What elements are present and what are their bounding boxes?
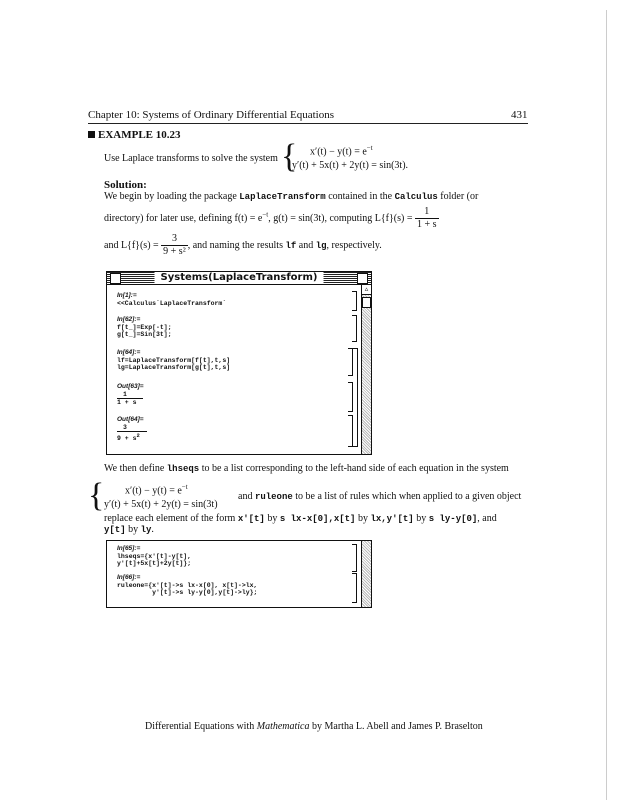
- system-brace-2: {: [88, 477, 105, 514]
- code-slx: s lx-x[0],x[t]: [279, 514, 356, 524]
- middle-line4-b: .: [151, 524, 154, 535]
- fraction-lf: [415, 206, 439, 231]
- middle-sys-eq1-exp: −t: [181, 483, 188, 491]
- scroll-thumb[interactable]: [362, 297, 371, 308]
- scroll-up-arrow-icon[interactable]: ▵: [362, 285, 371, 295]
- in62-line2: g[t_]=Sin[3t];: [117, 331, 172, 338]
- cell-bracket-in66[interactable]: [352, 573, 357, 603]
- in62-label: In[62]:=: [117, 316, 141, 323]
- middle-line3-c: by: [357, 513, 368, 524]
- middle-line4: [104, 524, 154, 536]
- footer-text-a: Differential Equations with: [145, 721, 255, 732]
- fraction-lf-num: 1: [415, 206, 439, 219]
- solution-line1: [104, 191, 478, 203]
- middle-line3-e: , and: [477, 513, 497, 524]
- in65-line1: lhseqs={x'[t]-y[t],: [117, 552, 192, 560]
- code-ruleone: ruleone: [254, 492, 293, 502]
- in65-line2: y'[t]+5x[t]+2y[t]};: [117, 560, 192, 567]
- solution-line1-a: We begin by loading the package: [104, 191, 237, 202]
- in62-line1: f[t_]=Exp[-t];: [117, 323, 172, 331]
- cell-in66[interactable]: [117, 574, 257, 597]
- solution-line3-a: and L{f}(s) =: [104, 239, 159, 251]
- solution-line1-c: folder (or: [440, 191, 479, 202]
- cell-bracket-out64[interactable]: [348, 415, 353, 447]
- code-yt: y[t]: [104, 525, 126, 535]
- code-lg: lg: [315, 240, 327, 251]
- middle-line2-b: to be a list of rules which when applied to a given object: [295, 491, 522, 502]
- fraction-lg-num: 3: [161, 233, 188, 246]
- fraction-lf-den: 1 + s: [416, 219, 437, 230]
- fraction-lg-den: 9 + s²: [163, 246, 186, 257]
- in64-label: In[64]:=: [117, 349, 141, 356]
- solution-line2-exp: −t: [262, 210, 269, 219]
- middle-line1: [104, 463, 509, 475]
- middle-sys-eq1: [125, 483, 188, 496]
- cell-bracket-group64[interactable]: [353, 348, 358, 447]
- notebook-window-rules: [106, 540, 372, 608]
- notebook-window-laplace: [106, 271, 372, 455]
- middle-sys-eq1-text: x′(t) − y(t) = e: [125, 485, 182, 497]
- code-ly: ly: [140, 525, 152, 535]
- solution-line3-b: , and naming the results: [187, 239, 283, 251]
- code-laplacetransform: LaplaceTransform: [239, 192, 326, 202]
- middle-line3-d: by: [416, 513, 427, 524]
- vertical-scrollbar[interactable]: [361, 285, 371, 454]
- page-number: 431: [511, 109, 528, 121]
- window-title-bar[interactable]: [107, 272, 371, 285]
- in66-line2: y'[t]->s ly-y[0],y[t]->ly};: [117, 589, 258, 596]
- middle-line2: [238, 491, 521, 503]
- window-title: Systems(LaplaceTransform): [155, 272, 324, 284]
- solution-line3: [104, 233, 382, 258]
- out63-label: Out[63]=: [117, 383, 144, 390]
- footer-credit: [145, 721, 483, 733]
- example-title-text: EXAMPLE 10.23: [98, 129, 181, 141]
- out64-num: 3: [123, 423, 127, 431]
- middle-line4-a: by: [128, 524, 139, 535]
- cell-in1[interactable]: [117, 292, 226, 307]
- bullet-square-icon: [88, 131, 95, 138]
- footer-text-italic: Mathematica: [256, 721, 310, 732]
- solution-line3-d: , respectively.: [326, 239, 382, 251]
- out64-den: 9 + s: [117, 435, 137, 443]
- solution-line3-c: and: [298, 239, 314, 251]
- solution-line2: [104, 206, 439, 231]
- middle-line2-a: and: [238, 491, 253, 502]
- problem-eq2-text: y′(t) + 5x(t) + 2y(t) = sin(3t): [292, 160, 406, 171]
- problem-eq1-exp: −t: [366, 144, 373, 152]
- in64-line2: lg=LaplaceTransform[g[t],t,s]: [117, 364, 231, 371]
- middle-line3-b: by: [267, 513, 278, 524]
- out64-exp: 2: [136, 432, 140, 439]
- vertical-scrollbar-2[interactable]: [361, 541, 371, 607]
- middle-line1-b: to be a list corresponding to the left-hand side of each equation in the system: [201, 463, 509, 474]
- cell-in65[interactable]: [117, 545, 191, 568]
- out64-label: Out[64]=: [117, 416, 144, 423]
- code-lf: lf: [285, 240, 297, 251]
- solution-heading: Solution:: [104, 179, 147, 191]
- problem-intro: Use Laplace transforms to solve the system: [104, 153, 278, 164]
- cell-bracket-in1[interactable]: [352, 291, 357, 311]
- example-title: [88, 129, 181, 141]
- close-box-icon[interactable]: [110, 273, 121, 284]
- code-xprime: x'[t]: [237, 514, 265, 524]
- in1-code: <<Calculus`LaplaceTransform`: [117, 299, 227, 307]
- in65-label: In[65]:=: [117, 545, 141, 552]
- header-rule: [88, 123, 528, 124]
- cell-bracket-in62[interactable]: [352, 315, 357, 342]
- code-calculus: Calculus: [394, 192, 438, 202]
- cell-bracket-out63[interactable]: [348, 382, 353, 412]
- page-edge-line: [606, 10, 607, 800]
- middle-line1-a: We then define: [104, 463, 165, 474]
- in64-line1: lf=LaplaceTransform[f[t],t,s]: [117, 356, 231, 364]
- footer-text-b: by Martha L. Abell and James P. Braselton: [312, 721, 483, 732]
- out63-den: 1 + s: [117, 399, 137, 406]
- cell-in62[interactable]: [117, 316, 172, 339]
- middle-sys-eq2: y′(t) + 5x(t) + 2y(t) = sin(3t): [104, 499, 218, 510]
- solution-line1-b: contained in the: [328, 191, 393, 202]
- running-header: Chapter 10: Systems of Ordinary Differential Equations: [88, 109, 335, 121]
- system-brace: {: [281, 138, 298, 175]
- problem-eq1-text: x′(t) − y(t) = e: [310, 146, 367, 158]
- in66-label: In[66]:=: [117, 574, 141, 581]
- cell-out63: [117, 383, 144, 407]
- problem-eq1: [310, 144, 373, 157]
- solution-line2-b: , g(t) = sin(3t), computing L{f}(s) =: [268, 212, 413, 224]
- fraction-lg: [161, 233, 188, 258]
- cell-in64[interactable]: [117, 349, 230, 372]
- cell-bracket-in65[interactable]: [352, 544, 357, 572]
- problem-eq-end: .: [405, 160, 409, 171]
- code-lhseqs: lhseqs: [166, 464, 200, 474]
- code-sly: s ly-y[0]: [428, 514, 478, 524]
- out63-num: 1: [123, 390, 127, 398]
- middle-line3: [104, 513, 497, 525]
- code-lx-yprime: lx,y'[t]: [370, 514, 414, 524]
- in66-line1: ruleone={x'[t]->s lx-x[0], x[t]->lx,: [117, 581, 258, 589]
- middle-line3-a: replace each element of the form: [104, 513, 236, 524]
- in1-label: In[1]:=: [117, 292, 137, 299]
- zoom-box-icon[interactable]: [357, 273, 368, 284]
- problem-eq2: [292, 160, 408, 171]
- cell-out64: [117, 416, 147, 443]
- solution-line2-a: directory) for later use, defining f(t) = e: [104, 212, 263, 224]
